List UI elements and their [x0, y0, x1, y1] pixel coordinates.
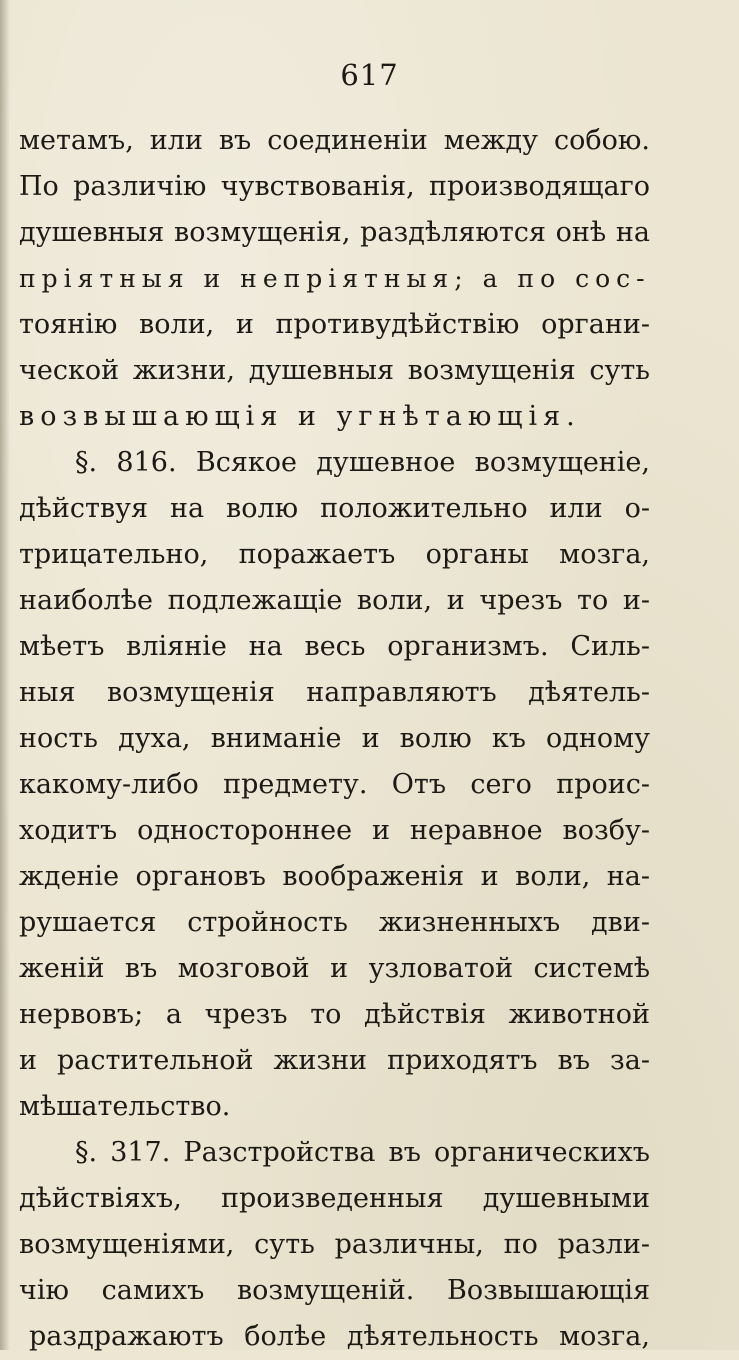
text-line: возвышающія и угнѣтающія. [19, 401, 581, 432]
text-line: чію самихъ возмущеній. Возвышающія [19, 1275, 650, 1306]
text-line: метамъ, или въ соединеніи между собою. [19, 125, 650, 156]
text-line: рушается стройность жизненныхъ дви- [19, 907, 650, 938]
text-line: ческой жизни, душевныя возмущенія суть [19, 355, 650, 386]
text-line: душевныя возмущенія, раздѣляются онѣ на [19, 217, 650, 248]
text-line: дѣйствуя на волю положительно или о- [19, 493, 650, 524]
page-gutter-shadow [0, 0, 10, 1350]
text-line: какому-либо предмету. Отъ сего проис- [19, 769, 650, 800]
text-line: тоянію воли, и противудѣйствію органи- [19, 309, 650, 340]
text-line: наиболѣе подлежащіе воли, и чрезъ то и- [19, 585, 650, 616]
page-number: 617 [340, 58, 399, 92]
text-line: и растительной жизни приходятъ въ за- [19, 1045, 650, 1076]
text-line: раздражаютъ болѣе дѣятельность мозга, [29, 1321, 650, 1352]
paragraph-816-start: §. 816. Всякое душевное возмущеніе, [75, 447, 650, 478]
text-line: пріятныя и непріятныя; а по сос- [19, 264, 651, 293]
text-line: трицательно, поражаетъ органы мозга, [19, 539, 650, 570]
text-line: женій въ мозговой и узловатой системѣ [19, 953, 650, 984]
body-text [19, 118, 650, 1360]
text-line: мѣшательство. [19, 1091, 231, 1122]
text-line: ность духа, вниманіе и волю къ одному [19, 723, 650, 754]
text-line: нервовъ; а чрезъ то дѣйствія животной [19, 999, 650, 1030]
text-line: ныя возмущенія направляютъ дѣятель- [19, 677, 650, 708]
text-line: По различію чувствованія, производящаго [19, 171, 650, 202]
text-line: ходитъ одностороннее и неравное возбу- [19, 815, 650, 846]
text-line: возмущеніями, суть различны, по разли- [19, 1229, 650, 1260]
text-line: жденіе органовъ воображенія и воли, на- [19, 861, 650, 892]
text-line: дѣйствіяхъ, произведенныя душевными [19, 1183, 650, 1214]
text-line: мѣетъ вліяніе на весь организмъ. Силь- [19, 631, 650, 662]
paragraph-317-start: §. 317. Разстройства въ органическихъ [75, 1137, 650, 1168]
